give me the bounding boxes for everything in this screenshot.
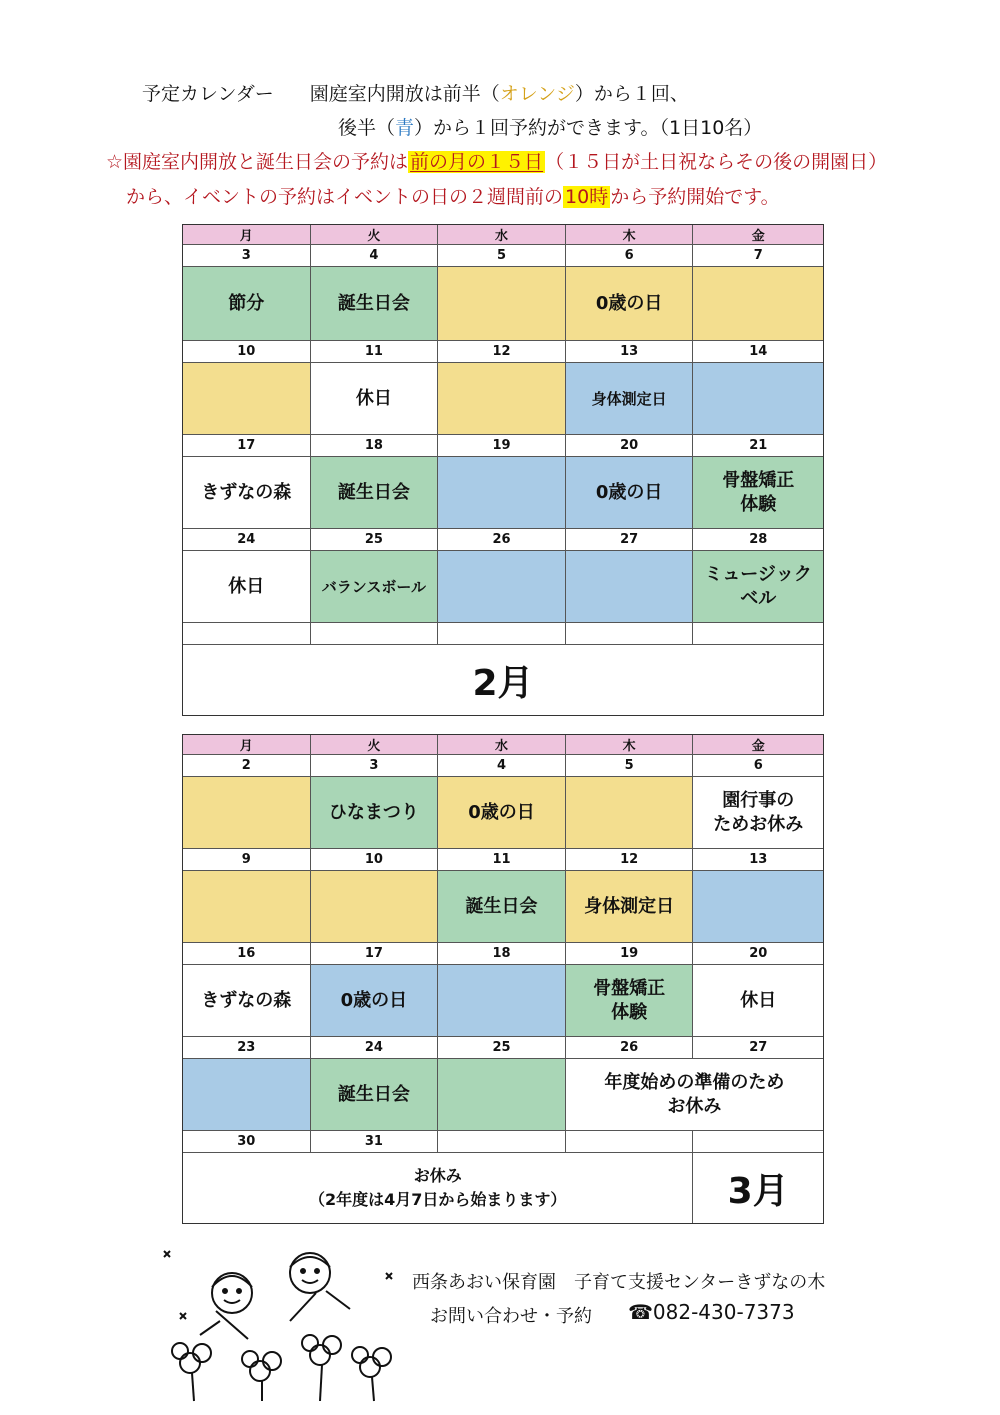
event-row bbox=[183, 457, 823, 529]
blue-label: 青 bbox=[395, 117, 415, 139]
day-number: 14 bbox=[693, 341, 823, 363]
header-line-3-post: （１５日が土日祝ならその後の開園日） bbox=[545, 151, 888, 173]
weekday-wed: 水 bbox=[438, 225, 566, 245]
day-number: 30 bbox=[183, 1131, 311, 1153]
closing-note: お休み （2年度は4月7日から始まります） bbox=[183, 1153, 693, 1223]
empty-row bbox=[183, 623, 823, 645]
header-line-2 bbox=[338, 116, 762, 140]
day-number: 5 bbox=[438, 245, 566, 267]
day-number: 16 bbox=[183, 943, 311, 965]
phone-number: ☎082-430-7373 bbox=[628, 1300, 795, 1324]
day-number: 12 bbox=[438, 341, 566, 363]
event-cell: 骨盤矯正 体験 bbox=[693, 457, 823, 529]
header-line-4-post: から予約開始です。 bbox=[610, 186, 780, 208]
event-cell bbox=[438, 1059, 566, 1131]
event-cell bbox=[183, 363, 311, 435]
event-cell: 園行事の ためお休み bbox=[693, 777, 823, 849]
event-cell: 0歳の日 bbox=[566, 267, 694, 341]
event-cell bbox=[438, 965, 566, 1037]
event-cell: 0歳の日 bbox=[566, 457, 694, 529]
empty-cell bbox=[566, 623, 694, 645]
event-cell bbox=[183, 1059, 311, 1131]
february-calendar bbox=[182, 224, 824, 716]
event-cell bbox=[311, 871, 439, 943]
event-cell: 節分 bbox=[183, 267, 311, 341]
orange-label: オレンジ bbox=[499, 83, 575, 105]
day-number: 24 bbox=[311, 1037, 439, 1059]
event-cell bbox=[183, 871, 311, 943]
event-row bbox=[183, 267, 823, 341]
event-cell: 誕生日会 bbox=[311, 267, 439, 341]
event-cell: 身体測定日 bbox=[566, 363, 694, 435]
day-number: 11 bbox=[438, 849, 566, 871]
event-cell: きずなの森 bbox=[183, 965, 311, 1037]
event-cell: 0歳の日 bbox=[438, 777, 566, 849]
day-number: 18 bbox=[438, 943, 566, 965]
event-row bbox=[183, 871, 823, 943]
event-cell bbox=[183, 777, 311, 849]
event-cell: 休日 bbox=[693, 965, 823, 1037]
day-number: 19 bbox=[566, 943, 694, 965]
date-row bbox=[183, 943, 823, 965]
header-line-4 bbox=[126, 185, 780, 209]
day-number: 31 bbox=[311, 1131, 439, 1153]
header-line-4-pre: から、イベントの予約はイベントの日の２週間前の bbox=[126, 186, 564, 208]
event-cell bbox=[693, 267, 823, 341]
day-number: 17 bbox=[183, 435, 311, 457]
header-line-3 bbox=[106, 150, 887, 174]
day-number: 28 bbox=[693, 529, 823, 551]
day-number: 10 bbox=[311, 849, 439, 871]
empty-cell bbox=[693, 623, 823, 645]
day-number: 20 bbox=[693, 943, 823, 965]
day-number: 4 bbox=[438, 755, 566, 777]
day-number: 26 bbox=[566, 1037, 694, 1059]
month-label-february: 2月 bbox=[472, 662, 534, 704]
organization-name: 西条あおい保育園 子育て支援センターきずなの木 bbox=[412, 1272, 826, 1293]
event-cell: 休日 bbox=[311, 363, 439, 435]
header-line-1-post: ）から１回、 bbox=[574, 83, 689, 105]
event-row bbox=[183, 965, 823, 1037]
empty-cell bbox=[438, 623, 566, 645]
event-cell: バランスボール bbox=[311, 551, 439, 623]
children-flowers-illustration bbox=[160, 1243, 400, 1403]
event-cell bbox=[438, 363, 566, 435]
date-row bbox=[183, 435, 823, 457]
empty-cell bbox=[693, 1131, 823, 1153]
day-number: 9 bbox=[183, 849, 311, 871]
weekday-tue: 火 bbox=[311, 735, 439, 755]
date-row bbox=[183, 755, 823, 777]
day-number: 27 bbox=[693, 1037, 823, 1059]
underlined-deadline: 前の月の１５日 bbox=[410, 151, 544, 173]
day-number: 21 bbox=[693, 435, 823, 457]
day-number: 11 bbox=[311, 341, 439, 363]
empty-cell bbox=[311, 623, 439, 645]
event-cell: ミュージック ベル bbox=[693, 551, 823, 623]
day-number: 23 bbox=[183, 1037, 311, 1059]
event-cell bbox=[566, 551, 694, 623]
day-number: 19 bbox=[438, 435, 566, 457]
event-cell: 0歳の日 bbox=[311, 965, 439, 1037]
weekday-thu: 木 bbox=[566, 735, 694, 755]
day-number: 12 bbox=[566, 849, 694, 871]
day-number: 25 bbox=[438, 1037, 566, 1059]
day-number: 7 bbox=[693, 245, 823, 267]
month-label-march: 3月 bbox=[727, 1170, 789, 1212]
event-row bbox=[183, 1059, 823, 1131]
header-line-2-pre: 後半（ bbox=[338, 117, 396, 139]
weekday-header-row bbox=[183, 225, 823, 245]
day-number: 3 bbox=[311, 755, 439, 777]
weekday-mon: 月 bbox=[183, 225, 311, 245]
date-row bbox=[183, 529, 823, 551]
event-cell: きずなの森 bbox=[183, 457, 311, 529]
event-cell bbox=[693, 871, 823, 943]
day-number: 13 bbox=[693, 849, 823, 871]
day-number: 4 bbox=[311, 245, 439, 267]
day-number: 5 bbox=[566, 755, 694, 777]
highlighted-time: 10時 bbox=[565, 186, 609, 208]
event-cell-wide: 年度始めの準備のため お休み bbox=[566, 1059, 823, 1131]
event-cell: 誕生日会 bbox=[311, 457, 439, 529]
day-number: 6 bbox=[566, 245, 694, 267]
empty-cell bbox=[566, 1131, 694, 1153]
event-row bbox=[183, 777, 823, 849]
day-number: 6 bbox=[693, 755, 823, 777]
weekday-tue: 火 bbox=[311, 225, 439, 245]
contact-label: お問い合わせ・予約 bbox=[430, 1306, 592, 1327]
closing-row bbox=[183, 1153, 823, 1223]
empty-cell bbox=[438, 1131, 566, 1153]
empty-cell bbox=[183, 623, 311, 645]
event-cell bbox=[438, 551, 566, 623]
weekday-thu: 木 bbox=[566, 225, 694, 245]
weekday-fri: 金 bbox=[693, 225, 823, 245]
event-row bbox=[183, 551, 823, 623]
header-line-3-pre: ☆園庭室内開放と誕生日会の予約は bbox=[106, 151, 409, 173]
child-face-right bbox=[290, 1253, 330, 1293]
day-number: 20 bbox=[566, 435, 694, 457]
day-number: 10 bbox=[183, 341, 311, 363]
weekday-fri: 金 bbox=[693, 735, 823, 755]
event-cell bbox=[438, 267, 566, 341]
day-number: 2 bbox=[183, 755, 311, 777]
day-number: 18 bbox=[311, 435, 439, 457]
date-row bbox=[183, 245, 823, 267]
event-cell: 休日 bbox=[183, 551, 311, 623]
event-cell bbox=[438, 457, 566, 529]
event-cell: 誕生日会 bbox=[311, 1059, 439, 1131]
event-cell: 身体測定日 bbox=[566, 871, 694, 943]
date-row bbox=[183, 849, 823, 871]
day-number: 24 bbox=[183, 529, 311, 551]
date-row bbox=[183, 341, 823, 363]
page-title: 予定カレンダー bbox=[142, 83, 274, 105]
month-label-row bbox=[183, 645, 823, 715]
event-row bbox=[183, 363, 823, 435]
header-line-1-pre: 園庭室内開放は前半（ bbox=[309, 83, 500, 105]
weekday-mon: 月 bbox=[183, 735, 311, 755]
day-number: 26 bbox=[438, 529, 566, 551]
header-line-1 bbox=[142, 82, 689, 106]
day-number: 13 bbox=[566, 341, 694, 363]
march-calendar bbox=[182, 734, 824, 1224]
header-line-2-post: ）から１回予約ができます。（1日10名） bbox=[414, 117, 763, 139]
weekday-header-row bbox=[183, 735, 823, 755]
day-number: 3 bbox=[183, 245, 311, 267]
day-number: 27 bbox=[566, 529, 694, 551]
event-cell bbox=[566, 777, 694, 849]
event-cell bbox=[693, 363, 823, 435]
date-row bbox=[183, 1131, 823, 1153]
event-cell: 誕生日会 bbox=[438, 871, 566, 943]
day-number: 25 bbox=[311, 529, 439, 551]
weekday-wed: 水 bbox=[438, 735, 566, 755]
child-face-left bbox=[212, 1273, 252, 1313]
event-cell: 骨盤矯正 体験 bbox=[566, 965, 694, 1037]
date-row bbox=[183, 1037, 823, 1059]
event-cell: ひなまつり bbox=[311, 777, 439, 849]
day-number: 17 bbox=[311, 943, 439, 965]
